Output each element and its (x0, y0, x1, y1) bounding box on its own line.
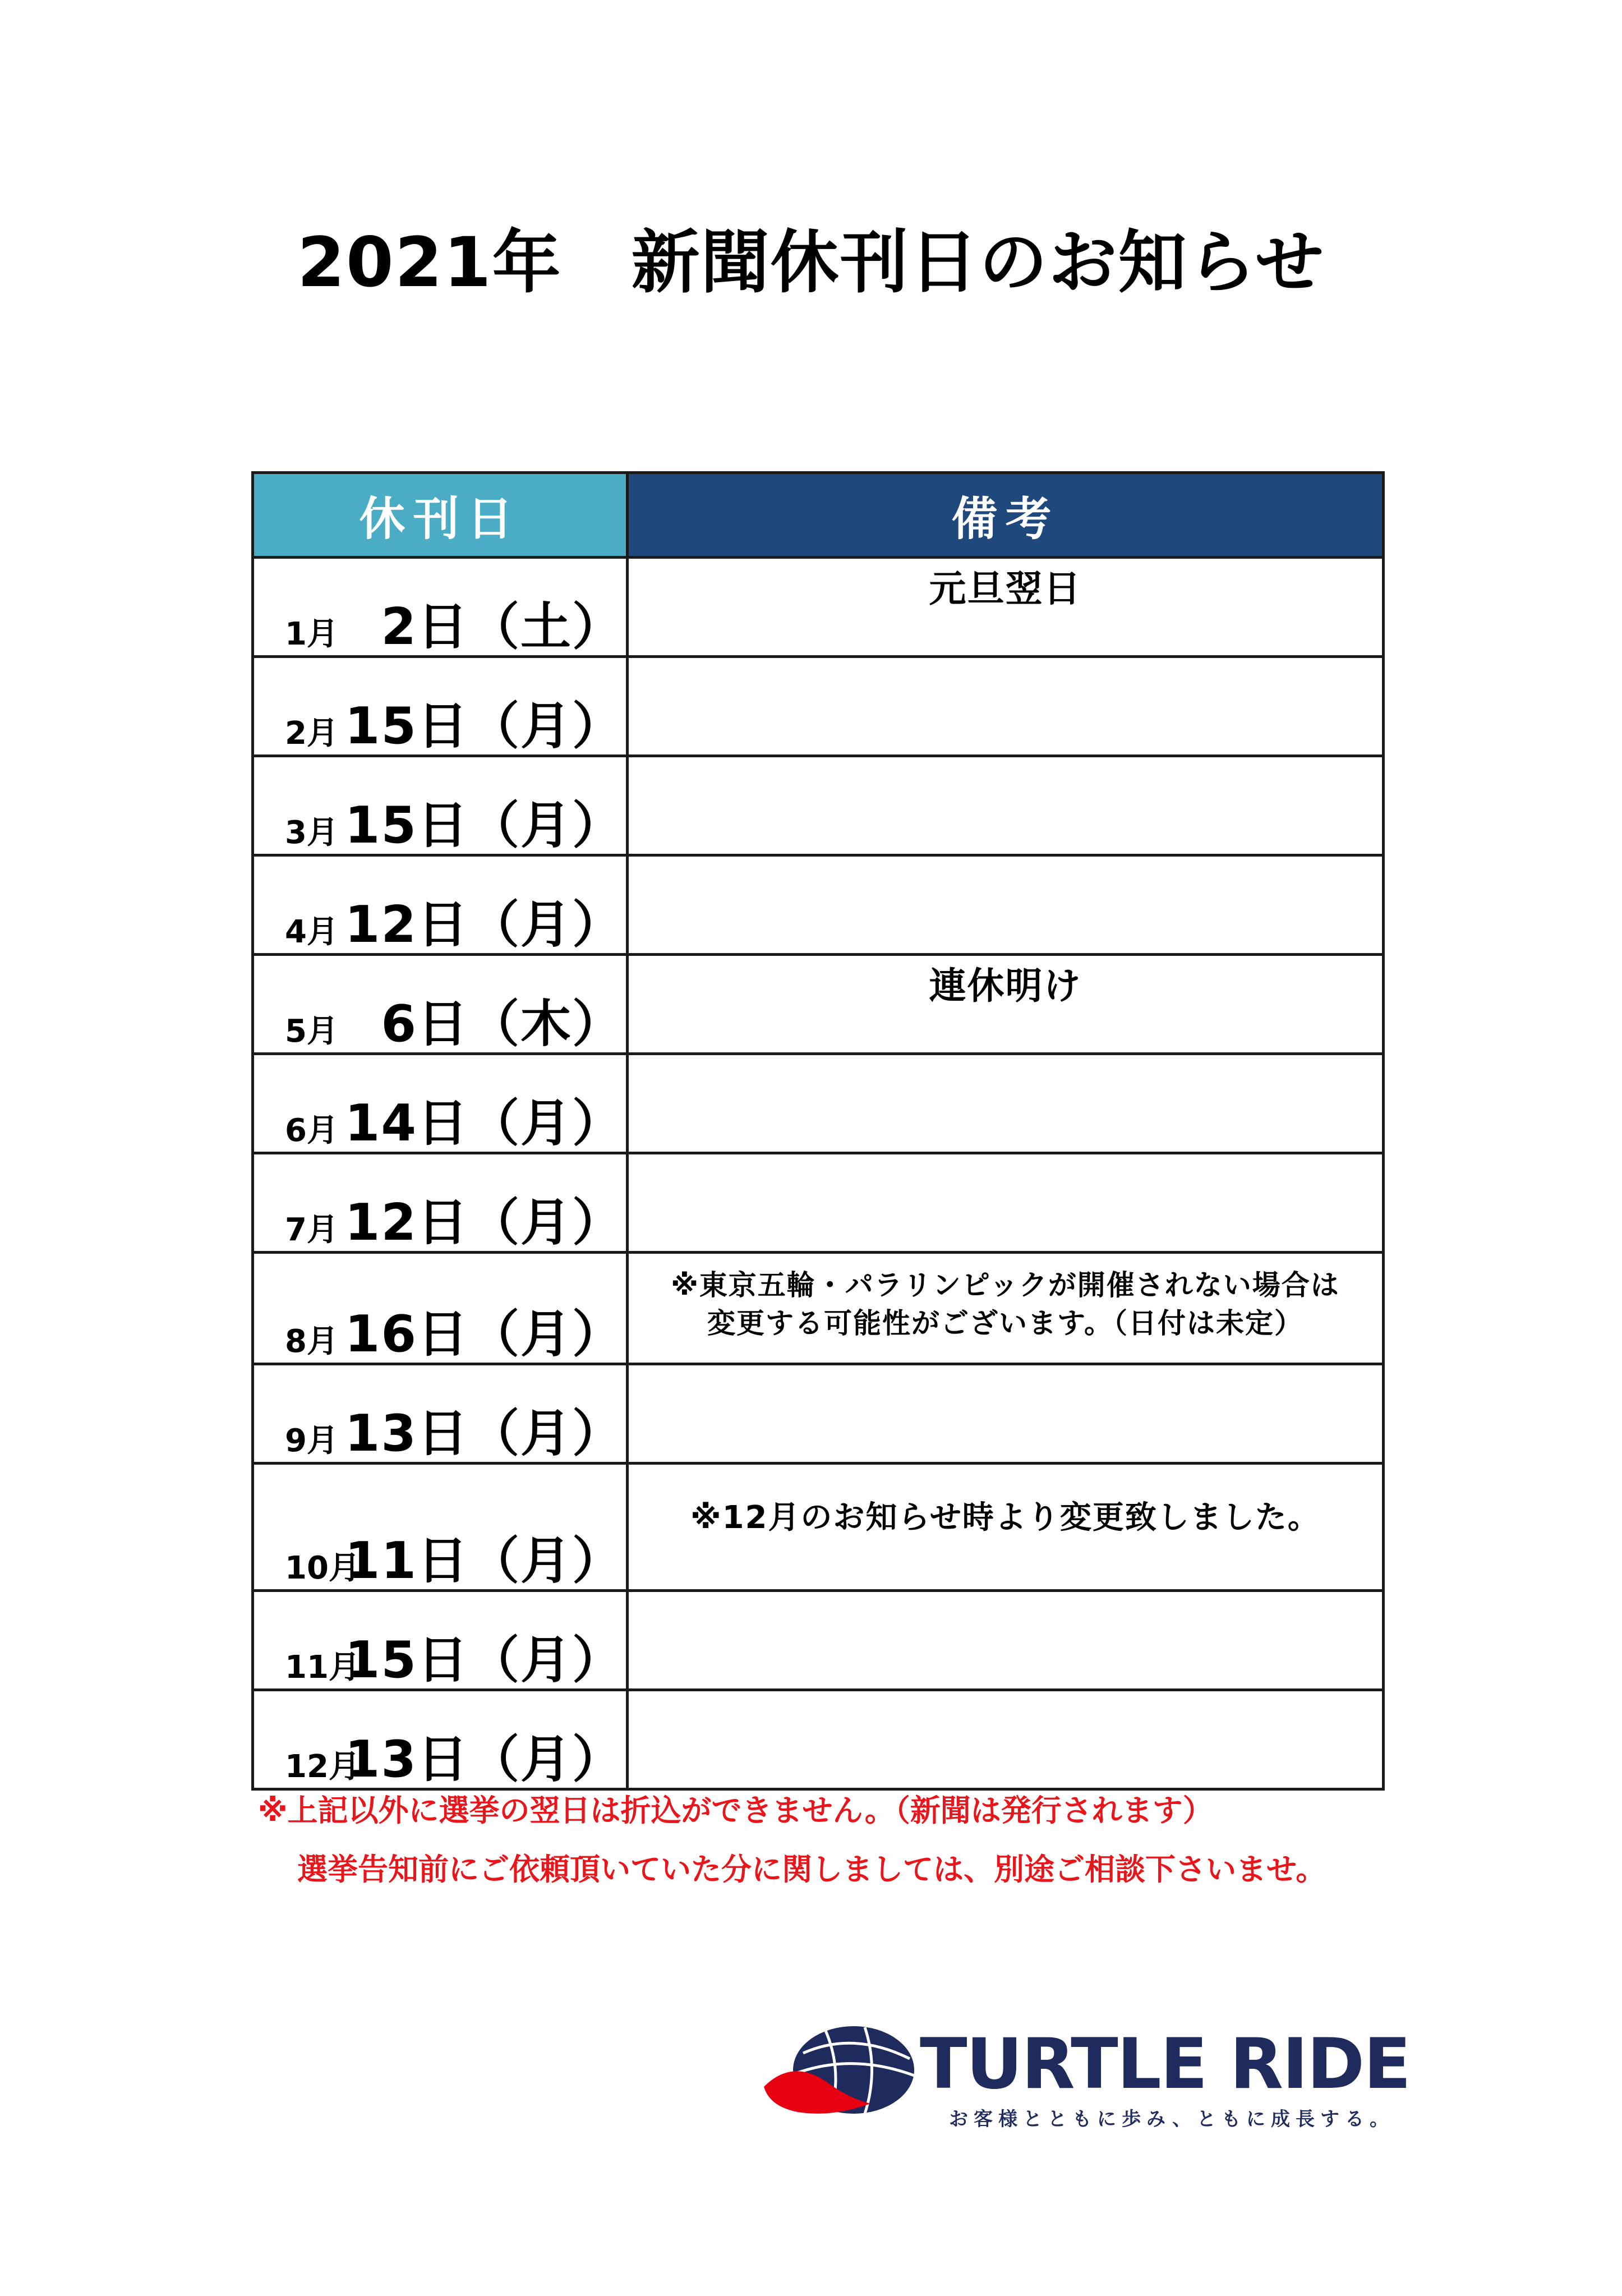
month-label: 2月 (285, 715, 338, 752)
date-cell (253, 955, 628, 1054)
note-cell (628, 1054, 1384, 1153)
note-cell: 元旦翌日 (628, 558, 1384, 657)
note-cell (628, 1591, 1384, 1690)
day-label: 14日（月） (344, 1094, 624, 1153)
day-label: 15日（月） (344, 796, 624, 855)
month-label: 4月 (285, 914, 338, 950)
day-label: 6日（木） (329, 995, 624, 1053)
day-label: 12日（月） (344, 895, 624, 954)
date-cell (253, 657, 628, 756)
day-label: 15日（月） (344, 697, 624, 756)
table-row (253, 1054, 1384, 1153)
table-row (253, 1690, 1384, 1789)
month-label: 1月 (285, 616, 338, 652)
table-header-row (253, 473, 1384, 558)
note-cell (628, 1690, 1384, 1789)
footnote-line-1: ※上記以外に選挙の翌日は折込ができません。（新聞は発行されます） (258, 1793, 1213, 1828)
table-row (253, 1253, 1384, 1364)
date-cell (253, 1153, 628, 1253)
note-line: ※東京五輪・パラリンピックが開催されない場合は (671, 1269, 1340, 1301)
header-note: 備考 (628, 473, 1384, 558)
note-cell: ※12月のお知らせ時より変更致しました。 (628, 1464, 1384, 1591)
date-cell (253, 558, 628, 657)
month-label: 12月 (285, 1749, 360, 1785)
month-label: 10月 (285, 1550, 360, 1586)
day-label: 13日（月） (344, 1404, 624, 1463)
note-cell (628, 657, 1384, 756)
date-cell (253, 855, 628, 955)
date-cell (253, 1464, 628, 1591)
turtle-logo-icon (758, 2019, 915, 2132)
note-cell (628, 1153, 1384, 1253)
note-cell (628, 756, 1384, 855)
note-cell (628, 1364, 1384, 1464)
month-label: 5月 (285, 1013, 338, 1050)
holiday-table (251, 471, 1385, 1791)
day-label: 15日（月） (344, 1631, 624, 1690)
day-label: 16日（月） (344, 1305, 624, 1364)
table-row (253, 756, 1384, 855)
date-cell (253, 1054, 628, 1153)
day-label: 12日（月） (344, 1193, 624, 1252)
month-label: 8月 (285, 1323, 338, 1360)
logo-slogan: お客様とともに歩み、ともに成長する。 (949, 2108, 1395, 2131)
date-cell (253, 756, 628, 855)
note-cell (628, 1253, 1384, 1364)
table-row (253, 1591, 1384, 1690)
table-row (253, 1364, 1384, 1464)
header-date: 休刊日 (253, 473, 628, 558)
date-cell (253, 1591, 628, 1690)
table-row (253, 855, 1384, 955)
table-row (253, 558, 1384, 657)
date-cell (253, 1690, 628, 1789)
footnote-line-2: 選挙告知前にご依頼頂いていた分に関しましては、別途ご相談下さいませ。 (297, 1852, 1326, 1887)
note-cell (628, 855, 1384, 955)
day-label: 11日（月） (344, 1531, 624, 1590)
month-label: 6月 (285, 1112, 338, 1149)
day-label: 2日（土） (329, 597, 624, 656)
note-line: 変更する可能性がございます。（日付は未定） (707, 1307, 1303, 1340)
company-logo (758, 2019, 1410, 2132)
date-cell (253, 1364, 628, 1464)
month-label: 9月 (285, 1423, 338, 1459)
table-row (253, 657, 1384, 756)
table-row (253, 955, 1384, 1054)
month-label: 11月 (285, 1649, 360, 1686)
logo-name: TURTLE RIDE (920, 2024, 1410, 2105)
table-row (253, 1153, 1384, 1253)
month-label: 7月 (285, 1212, 338, 1248)
page-title: 2021年 新聞休刊日のお知らせ (297, 223, 1325, 302)
day-label: 13日（月） (344, 1730, 624, 1789)
month-label: 3月 (285, 815, 338, 851)
date-cell (253, 1253, 628, 1364)
note-cell: 連休明け (628, 955, 1384, 1054)
table-row (253, 1464, 1384, 1591)
